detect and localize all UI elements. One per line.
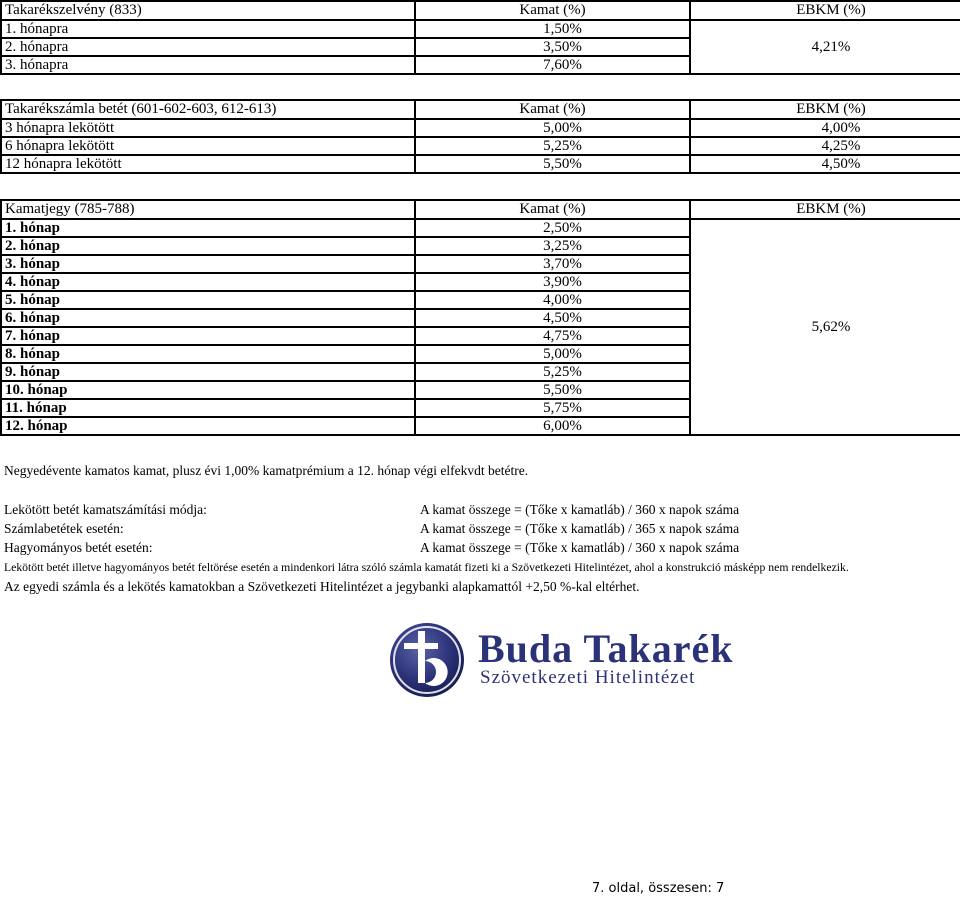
table-title: Takarékszelvény (833) [1, 1, 415, 20]
logo-emblem-icon [388, 621, 466, 699]
row-label: 8. hónap [1, 345, 415, 363]
takarekszelveny-section [0, 0, 958, 75]
kamat-value: 6,00% [415, 417, 690, 435]
kamatjegy-table [0, 199, 960, 436]
row-label: 11. hónap [1, 399, 415, 417]
table-row [1, 20, 960, 38]
row-label: 3 hónapra lekötött [1, 119, 415, 137]
row-label: 10. hónap [1, 381, 415, 399]
kamat-column-header: Kamat (%) [415, 1, 690, 20]
table-title: Takarékszámla betét (601-602-603, 612-613) [1, 100, 415, 119]
ebkm-value: 4,00% [690, 119, 960, 137]
row-label: 3. hónapra [1, 56, 415, 74]
kamat-value: 3,50% [415, 38, 690, 56]
takarekszamla-section [0, 99, 958, 174]
row-label: 2. hónap [1, 237, 415, 255]
calc-label: Lekötött betét kamatszámítási módja: [4, 502, 207, 517]
ebkm-column-header: EBKM (%) [690, 100, 960, 119]
ebkm-value: 4,21% [690, 20, 960, 74]
ebkm-value: 5,62% [690, 219, 960, 435]
kamat-value: 7,60% [415, 56, 690, 74]
row-label: 4. hónap [1, 273, 415, 291]
kamat-value: 4,00% [415, 291, 690, 309]
kamat-value: 5,50% [415, 381, 690, 399]
kamat-value: 5,00% [415, 119, 690, 137]
kamat-value: 3,90% [415, 273, 690, 291]
table-row [1, 119, 960, 137]
row-label: 1. hónap [1, 219, 415, 237]
kamat-value: 1,50% [415, 20, 690, 38]
table-title: Kamatjegy (785-788) [1, 200, 415, 219]
kamat-value: 2,50% [415, 219, 690, 237]
buda-takarek-logo [388, 621, 783, 699]
kamatjegy-note: Negyedévente kamatos kamat, plusz évi 1,00% kamatprémium a 12. hónap végi elfekvdt betétre. [4, 463, 529, 478]
table-row [1, 155, 960, 173]
ebkm-column-header: EBKM (%) [690, 200, 960, 219]
row-label: 6 hónapra lekötött [1, 137, 415, 155]
table-header-row [1, 200, 960, 219]
calc-label: Számlabetétek esetén: [4, 521, 124, 536]
early-withdrawal-note: Lekötött betét illetve hagyományos betét feltörése esetén a mindenkori látra szóló számla kamatát fizeti ki a Szövetkezeti Hitelintézet, ahol a konstrukció másképp nem rendelkezik. [4, 561, 849, 574]
logo-title: Buda Takarék [478, 626, 734, 671]
row-label: 6. hónap [1, 309, 415, 327]
table-header-row [1, 100, 960, 119]
table-header-row [1, 1, 960, 20]
row-label: 9. hónap [1, 363, 415, 381]
kamat-value: 5,25% [415, 363, 690, 381]
kamat-value: 4,50% [415, 309, 690, 327]
kamatjegy-section [0, 199, 958, 436]
ebkm-column-header: EBKM (%) [690, 1, 960, 20]
row-label: 1. hónapra [1, 20, 415, 38]
table-row [1, 219, 960, 237]
page-number: 7. oldal, összesen: 7 [592, 881, 725, 896]
kamat-value: 5,75% [415, 399, 690, 417]
row-label: 7. hónap [1, 327, 415, 345]
calc-formula: A kamat összege = (Tőke x kamatláb) / 360 x napok száma [420, 540, 740, 555]
kamat-value: 4,75% [415, 327, 690, 345]
kamat-value: 5,00% [415, 345, 690, 363]
calc-formula: A kamat összege = (Tőke x kamatláb) / 360 x napok száma [420, 502, 740, 517]
kamat-value: 3,25% [415, 237, 690, 255]
ebkm-value: 4,25% [690, 137, 960, 155]
kamat-column-header: Kamat (%) [415, 100, 690, 119]
row-label: 12 hónapra lekötött [1, 155, 415, 173]
individual-rate-note: Az egyedi számla és a lekötés kamatokban a Szövetkezeti Hitelintézet a jegybanki alapkamattól +2,50 %-kal eltérhet. [4, 579, 640, 594]
calc-label: Hagyományos betét esetén: [4, 540, 153, 555]
kamat-value: 5,25% [415, 137, 690, 155]
kamat-value: 3,70% [415, 255, 690, 273]
takarekszamla-table [0, 99, 960, 174]
row-label: 3. hónap [1, 255, 415, 273]
calc-formula: A kamat összege = (Tőke x kamatláb) / 365 x napok száma [420, 521, 740, 536]
row-label: 5. hónap [1, 291, 415, 309]
row-label: 2. hónapra [1, 38, 415, 56]
kamat-value: 5,50% [415, 155, 690, 173]
logo-subtitle: Szövetkezeti Hitelintézet [480, 667, 696, 688]
kamat-column-header: Kamat (%) [415, 200, 690, 219]
table-row [1, 137, 960, 155]
row-label: 12. hónap [1, 417, 415, 435]
ebkm-value: 4,50% [690, 155, 960, 173]
takarekszelveny-table [0, 0, 960, 75]
